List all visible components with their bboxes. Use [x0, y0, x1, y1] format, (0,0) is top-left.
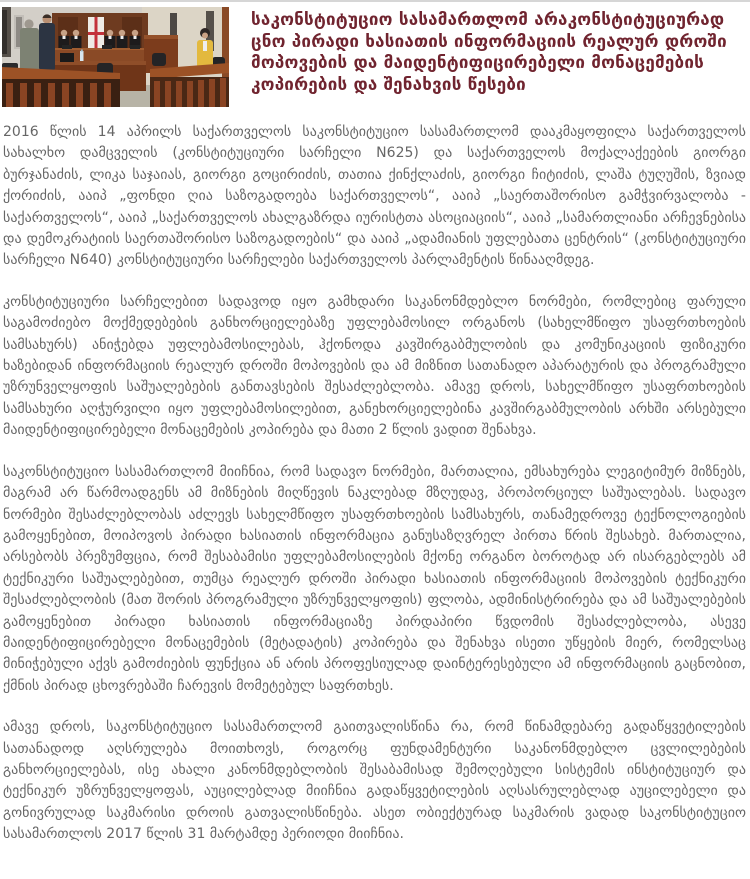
courtroom-photo-illustration	[2, 7, 229, 107]
article-paragraph-4: ამავე დროს, საკონსტიტუციო სასამართლომ გაითვალისწინა რა, რომ წინამდებარე გადაწყვეტილების სათანადოდ აღსრულება მოითხოვს, როგორც ფუნდამენტური საკანონმდებლო ცვლილებების განხორციელებას, ისე ახალი კანონმდებლობის შესაბამისად შემოღებული სისტემის ინსტიტუციურ და ტექნიკურ უზრუნველყოფას, აუცილებლად მიიჩნია გადაწყვეტილების აღსასრულებლად აუცილებელი და გონივრულად საკმარისი დროის გათვალისწინება. ასეთ ობიექტურად საკმარის ვადად საკონსტიტუციო სასამართლოს 2017 წლის 31 მარტამდე პერიოდი მიიჩნია.	[3, 719, 746, 843]
page-title: საკონსტიტუციო სასამართლომ არაკონსტიტუციურად ცნო პირადი ხასიათის ინფორმაციის რეალურ დროში მოპოვების და მაიდენტიფიცირებელი მონაცემების კოპირების და შენახვის წესები	[251, 10, 727, 95]
article-paragraph-2: კონსტიტუციური სარჩელებით სადავოდ იყო გამხდარი საკანონმდებლო ნორმები, რომლებიც ფარული საგამოძიებო მოქმედებების განხორციელებაზე უფლებამოსილ ორგანოს (სახელმწიფო უსაფრთხოების სამსახურს) ანიჭებდა უფლებამოსილებას, ჰქონოდა კავშირგაბმულობის და კომუნიკაციის ფიზიკური ხაზებიდან ინფორმაციის რეალურ დროში მოპოვების და ამ მიზნით სათანადო აპარატურის და პროგრამული უზრუნველყოფის საშუალებების განთავსების შესაძლებლობა. ამავე დროს, სახელმწიფო უსაფრთხოების სამსახური აღჭურვილი იყო უფლებამოსილებით, განეხორციელებინა კავშირგაბმულობის არხში არსებული მაიდენტიფიცირებელი მონაცემების კოპირება და მათი 2 წლის ვადით შენახვა.	[3, 293, 746, 439]
article-paragraph-1: 2016 წლის 14 აპრილს საქართველოს საკონსტიტუციო სასამართლომ დააკმაყოფილა საქართველოს სახალხო დამცველის (კონსტიტუციური სარჩელი N625) და საქართველოს მოქალაქეების გიორგი ბურჯანაძის, ლიკა საჯაიას, გიორგი გოცირიძის, თათია ქინქლაძის, გიორგი ჩიტიძის, ლაშა ტუღუშის, ზვიად ქორიძის, ააიპ „ფონდი ღია საზოგადოება საქართველოს“, ააიპ „საერთაშორისო გამჭვირვალობა - საქართველოს“, ააიპ „საქართველოს ახალგაზრდა იურისტთა ასოციაციის“, ააიპ „სამართლიანი არჩევნებისა და დემოკრატიის საერთაშორისო საზოგადოების“ და ააიპ „ადამიანის უფლებათა ცენტრის“ (კონსტიტუციური სარჩელი N640) კონსტიტუციური სარჩელები საქართველოს პარლამენტის წინააღმდეგ.	[3, 124, 746, 269]
courtroom-photo	[2, 7, 229, 107]
article-paragraph-3: საკონსტიტუციო სასამართლომ მიიჩნია, რომ სადავო ნორმები, მართალია, ემსახურება ლეგიტიმურ მიზნებს, მაგრამ არ წარმოადგენს ამ მიზნების მიღწევის ნაკლებად მზღუდავ, პროპორციულ საშუალებას. სადავო ნორმები შესაძლებლობას აძლევს სახელმწიფო უსაფრთხოების სამსახურს, თანამედროვე ტექნოლოგიების გამოყენებით, მოიპოვოს პირადი ხასიათის ინფორმაცია განუსაზღვრელ პირთა წრის შესახებ. მართალია, არსებობს პრეზუმფცია, რომ შესაბამისი უფლებამოსილების მქონე ორგანო ბოროტად არ ისარგებლებს ამ ტექნიკური საშუალებებით, თუმცა რეალურ დროში პირადი ხასიათის ინფორმაციის მოპოვების ტექნიკური შესაძლებლობის (მათ შორის პროგრამული უზრუნველყოფის) ფლობა, ადმინისტრირება და ამ საშუალებების გამოყენებით პირადი ხასიათის ინფორმაციაზე პირდაპირი წვდომის შესაძლებლობა, ასევე მაიდენტიფიცირებელი მონაცემების (მეტადატის) კოპირება და შენახვა ისეთი უწყების მიერ, რომელსაც მინიჭებული აქვს გამოძიების ფუნქცია ან არის პროფესიულად დაინტერესებული ამ ინფორმაციის გაცნობით, ქმნის პირად ცხოვრებაში ჩარევის მომეტებულ საფრთხეს.	[3, 463, 746, 694]
article-body	[0, 122, 750, 846]
article-header	[0, 2, 750, 107]
